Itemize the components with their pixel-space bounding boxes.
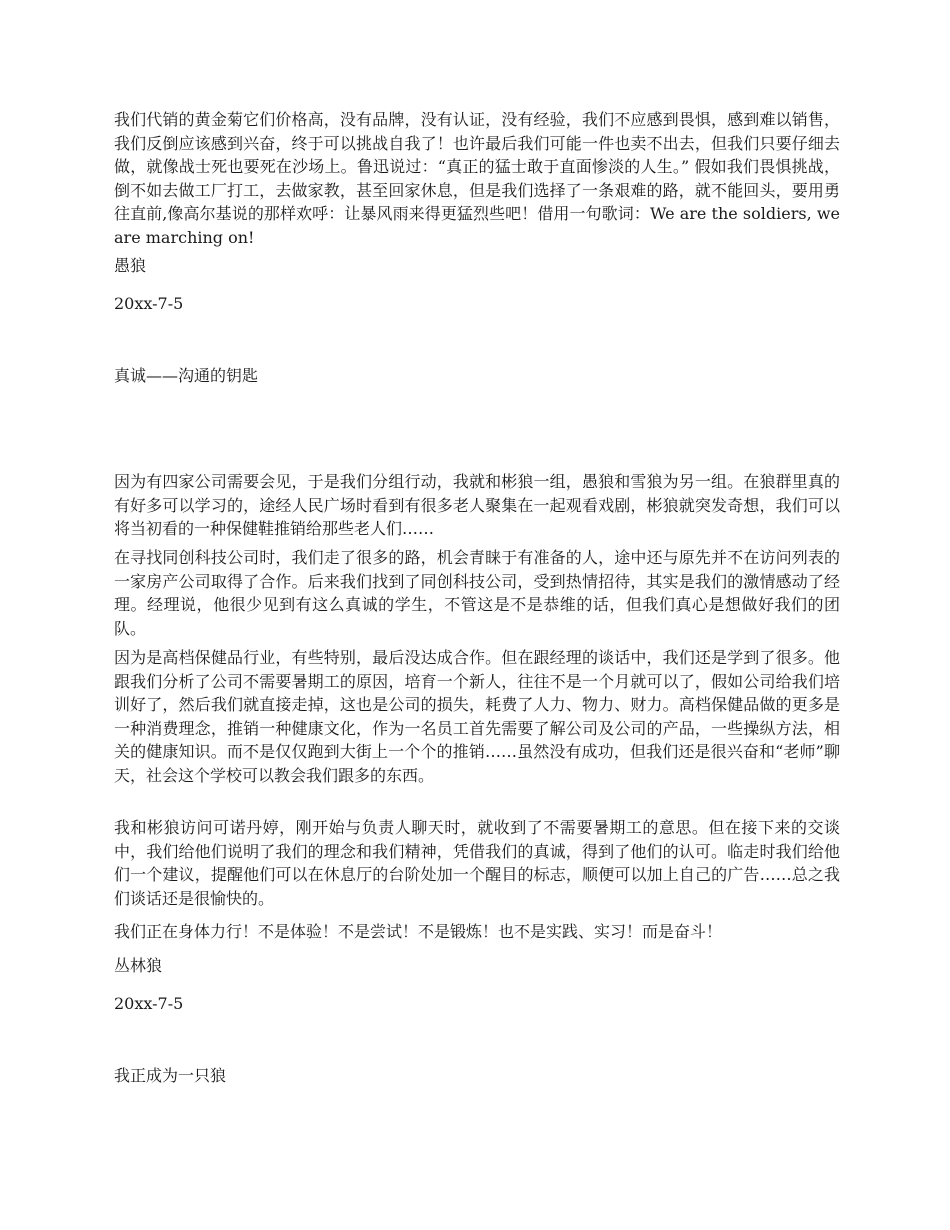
paragraph-struggle: 我们正在身体力行！不是体验！不是尝试！不是锻炼！也不是实践、实习！而是奋斗！: [114, 922, 723, 941]
section-heading-becoming-wolf: 我正成为一只狼: [114, 1066, 227, 1085]
signature-date-1: 20xx-7-5: [114, 294, 184, 313]
signature-date-2: 20xx-7-5: [114, 994, 184, 1013]
paragraph-chrysanthemum-sales: 我们代销的黄金菊它们价格高，没有品牌，没有认证，没有经验，我们不应感到畏惧，感到难以销售，我们反倒应该感到兴奋，终于可以挑战自我了！也许最后我们可能一件也卖不出去，但我们只要仔细去做，就像战士死也要死在沙场上。鲁迅说过：“真正的猛士敢于直面惨淡的人生。” 假如我们畏惧挑战，倒不如去做工厂打工，去做家教，甚至回家休息，但是我们选择了一条艰难的路，就不能回头，要用勇往直前,像高尔基说的那样欢呼：让暴风雨来得更猛烈些吧！借用一句歌词：We are the soldiers, we are marching on!: [114, 110, 840, 247]
paragraph-group-action: 因为有四家公司需要会见，于是我们分组行动，我就和彬狼一组，愚狼和雪狼为另一组。在狼群里真的有好多可以学习的，途经人民广场时看到有很多老人聚集在一起观看戏剧，彬狼就突发奇想，我们可以将当初看的一种保健鞋推销给那些老人们……: [114, 472, 840, 539]
signature-name-1: 愚狼: [114, 256, 147, 275]
paragraph-kenuo-visit: 我和彬狼访问可诺丹婷，刚开始与负责人聊天时，就收到了不需要暑期工的意思。但在接下来的交谈中，我们给他们说明了我们的理念和我们精神，凭借我们的真诚，得到了他们的认可。临走时我们给他们一个建议，提醒他们可以在休息厅的台阶处加一个醒目的标志，顺便可以加上自己的广告……总之我们谈话还是很愉快的。: [114, 818, 840, 908]
paragraph-health-products: 因为是高档保健品行业，有些特别，最后没达成合作。但在跟经理的谈话中，我们还是学到了很多。他跟我们分析了公司不需要暑期工的原因，培育一个新人，往往不是一个月就可以了，假如公司给我们培训好了，然后我们就直接走掉，这也是公司的损失，耗费了人力、物力、财力。高档保健品做的更多是一种消费理念，推销一种健康文化，作为一名员工首先需要了解公司及公司的产品，一些操纵方法，相关的健康知识。而不是仅仅跑到大街上一个个的推销……虽然没有成功，但我们还是很兴奋和“老师”聊天，社会这个学校可以教会我们跟多的东西。: [114, 648, 840, 785]
section-heading-sincerity: 真诚——沟通的钥匙: [114, 366, 259, 385]
paragraph-tongchuang-visit: 在寻找同创科技公司时，我们走了很多的路，机会青睐于有准备的人，途中还与原先并不在访问列表的一家房产公司取得了合作。后来我们找到了同创科技公司，受到热情招待，其实是我们的激情感动了经理。经理说，他很少见到有这么真诚的学生，不管这是不是恭维的话，但我们真心是想做好我们的团队。: [114, 548, 840, 638]
signature-name-2: 丛林狼: [114, 956, 163, 975]
